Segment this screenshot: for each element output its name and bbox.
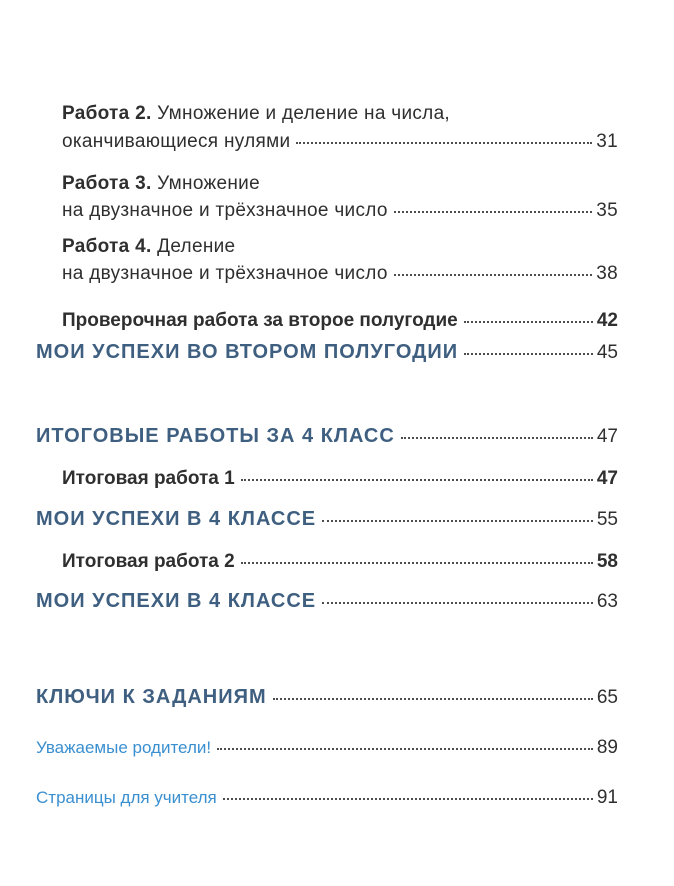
toc-entry-work3-page: 35 bbox=[596, 200, 618, 221]
toc-entry-teacher-pages[interactable] bbox=[36, 787, 618, 809]
toc-entry-work2-title-line1: Умножение и деление на числа, bbox=[157, 103, 451, 124]
toc-entry-work3-title-line2: на двузначное и трёхзначное число bbox=[62, 200, 388, 221]
toc-entry-check-work[interactable] bbox=[62, 310, 618, 332]
toc-entry-work2[interactable] bbox=[62, 131, 618, 153]
toc-entry-final-work-2-page: 58 bbox=[596, 551, 618, 572]
dot-leader bbox=[241, 479, 593, 481]
toc-section-final-works-title: ИТОГОВЫЕ РАБОТЫ ЗА 4 КЛАСС bbox=[36, 425, 395, 447]
toc-entry-dear-parents[interactable] bbox=[36, 737, 618, 759]
toc-section-success-grade4-a-title: МОИ УСПЕХИ В 4 КЛАССЕ bbox=[36, 508, 317, 530]
toc-entry-work4-title-line1: Деление bbox=[157, 236, 236, 257]
toc-section-final-works-page: 47 bbox=[596, 426, 618, 447]
toc-section-success-grade4-a[interactable] bbox=[36, 508, 618, 531]
toc-section-answer-keys[interactable] bbox=[36, 686, 618, 709]
toc-section-success-grade4-b-page: 63 bbox=[596, 591, 618, 612]
dot-leader bbox=[296, 142, 592, 144]
dot-leader bbox=[394, 274, 593, 276]
toc-entry-work2-page: 31 bbox=[596, 131, 618, 152]
toc-entry-final-work-1-page: 47 bbox=[596, 468, 618, 489]
dot-leader bbox=[464, 321, 593, 323]
dot-leader bbox=[464, 353, 593, 355]
toc-section-success-grade4-a-page: 55 bbox=[596, 509, 618, 530]
toc-entry-work4-title-line2: на двузначное и трёхзначное число bbox=[62, 263, 388, 284]
toc-entry-final-work-2[interactable] bbox=[62, 551, 618, 573]
toc-entry-work3-label: Работа 3. bbox=[62, 173, 152, 194]
toc-entry-dear-parents-page: 89 bbox=[596, 737, 618, 758]
toc-entry-final-work-2-title: Итоговая работа 2 bbox=[62, 551, 235, 572]
dot-leader bbox=[322, 520, 593, 522]
toc-entry-final-work-1[interactable] bbox=[62, 468, 618, 490]
toc-entry-work4-line1 bbox=[62, 236, 618, 258]
toc-entry-teacher-pages-page: 91 bbox=[596, 787, 618, 808]
dot-leader bbox=[241, 562, 593, 564]
toc-section-answer-keys-page: 65 bbox=[596, 687, 618, 708]
toc-section-answer-keys-title: КЛЮЧИ К ЗАДАНИЯМ bbox=[36, 686, 267, 708]
toc-entry-work3-title-line1: Умножение bbox=[157, 173, 260, 194]
toc-entry-check-work-title: Проверочная работа за второе полугодие bbox=[62, 310, 458, 331]
toc-entry-dear-parents-title: Уважаемые родители! bbox=[36, 738, 212, 757]
toc-section-success-grade4-b[interactable] bbox=[36, 590, 618, 613]
toc-entry-teacher-pages-title: Страницы для учителя bbox=[36, 788, 217, 807]
toc-section-success-second-half[interactable] bbox=[36, 341, 618, 364]
dot-leader bbox=[273, 698, 593, 700]
toc-entry-final-work-1-title: Итоговая работа 1 bbox=[62, 468, 235, 489]
toc-entry-work4[interactable] bbox=[62, 263, 618, 285]
toc-entry-work2-title-line2: оканчивающиеся нулями bbox=[62, 131, 291, 152]
toc-entry-work4-page: 38 bbox=[596, 263, 618, 284]
toc-entry-work2-label: Работа 2. bbox=[62, 103, 152, 124]
dot-leader bbox=[223, 798, 593, 800]
dot-leader bbox=[394, 211, 593, 213]
dot-leader bbox=[217, 748, 593, 750]
toc-entry-work4-label: Работа 4. bbox=[62, 236, 152, 257]
dot-leader bbox=[401, 437, 593, 439]
toc-entry-work2-line1 bbox=[62, 103, 618, 125]
toc-section-success-second-half-title: МОИ УСПЕХИ ВО ВТОРОМ ПОЛУГОДИИ bbox=[36, 341, 459, 363]
toc-section-success-grade4-b-title: МОИ УСПЕХИ В 4 КЛАССЕ bbox=[36, 590, 317, 612]
toc-entry-work3[interactable] bbox=[62, 200, 618, 222]
toc-entry-work3-line1 bbox=[62, 173, 618, 195]
toc-section-final-works[interactable] bbox=[36, 425, 618, 448]
toc-entry-check-work-page: 42 bbox=[596, 310, 618, 331]
dot-leader bbox=[322, 602, 593, 604]
toc-section-success-second-half-page: 45 bbox=[596, 342, 618, 363]
